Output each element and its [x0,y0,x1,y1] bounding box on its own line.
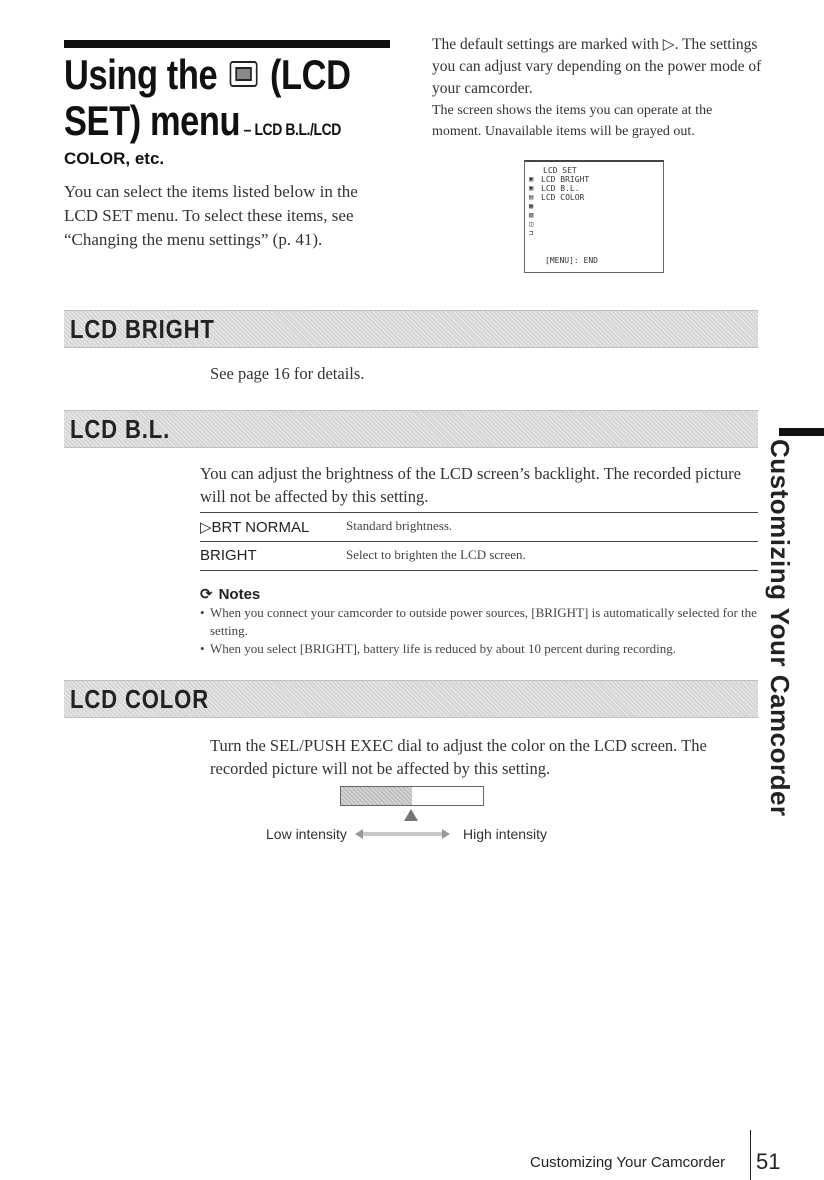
setting-desc: Standard brightness. [346,518,453,533]
lcd-bright-text: See page 16 for details. [210,364,365,383]
side-tab-marker [779,428,824,436]
scale-high-label: High intensity [463,826,548,842]
camera-icon: ▣ [529,184,534,192]
page-number: 51 [756,1149,781,1174]
lcd-set-icon [230,61,258,87]
intensity-scale-bar [340,786,484,806]
tool-icon: ⊐ [529,229,534,237]
defaults-note-small: The screen shows the items you can operate at the moment. Unavailable items will be grayed out. [432,103,713,139]
setting-name: BRIGHT [200,547,257,564]
menu-item-lcd-color: LCD COLOR [541,193,585,202]
section-heading-lcd-bl: LCD B.L. [70,414,171,444]
menu-screen-title: LCD SET [543,166,577,175]
camera-icon: ▣ [529,175,534,183]
section-heading-lcd-color: LCD COLOR [70,684,210,714]
table-row [200,541,758,571]
tape-icon: ▦ [529,202,534,210]
menu-item-lcd-bl: LCD B.L. [541,184,580,193]
settings-table [200,512,758,571]
notes-icon: ⟳ [200,586,213,603]
title-line-1-prefix: Using the [64,51,218,98]
menu-item-lcd-bright: LCD BRIGHT [541,175,590,184]
section-bar-lcd-bl [64,410,758,448]
menu-screen-footer: [MENU]: END [545,256,598,265]
scale-low-label: Low intensity [266,826,347,842]
notes-title-text: Notes [218,586,261,603]
menu-screen [524,160,664,273]
section-bar-lcd-color [64,680,758,718]
lcd-icon: ▤ [529,193,534,201]
notes-list [200,604,760,658]
section-bar-lcd-bright [64,310,758,348]
defaults-note-lead: The default settings are marked with ▷. The settings you can adjust vary depending on the power mode of your camcorder. [432,36,762,97]
intro-text: You can select the items listed below in the LCD SET menu. To select these items, see “Changing the menu settings” (p. 41). [64,182,358,249]
scale-pointer-icon [404,809,418,821]
lcd-color-text: Turn the SEL/PUSH EXEC dial to adjust the color on the LCD screen. The recorded picture will not be affected by this setting. [210,736,707,778]
footer-section-title: Customizing Your Camcorder [530,1154,726,1171]
double-arrow-icon [355,829,450,839]
clock-icon: ◫ [529,220,534,228]
footer-divider [750,1130,751,1180]
title-rule [64,40,390,48]
page-title [64,52,404,169]
title-line-1 [64,51,351,98]
list-item: • When you connect your camcorder to outside power sources, [BRIGHT] is automatically selected for the setting. [200,604,760,640]
title-line-2 [64,98,343,153]
setting-desc: Select to brighten the LCD screen. [346,547,526,562]
title-line-2-main: SET) menu [64,97,241,144]
title-line-2-sub: – LCD B.L./LCD [240,120,341,139]
title-line-1-suffix: (LCD [269,51,351,98]
defaults-note [432,34,762,142]
list-item: • When you select [BRIGHT], battery life is reduced by about 10 percent during recording. [200,640,760,658]
lcd-bl-text: You can adjust the brightness of the LCD screen’s backlight. The recorded picture will not be affected by this setting. [200,464,742,506]
notes-title [200,585,260,603]
title-line-3: COLOR, etc. [64,149,165,168]
table-row [200,512,758,541]
setup-icon: ▧ [529,211,534,219]
side-tab-label: Customizing Your Camcorder [765,439,795,817]
section-heading-lcd-bright: LCD BRIGHT [70,314,215,344]
setting-name: ▷BRT NORMAL [200,519,310,536]
menu-icons [529,175,539,238]
intensity-scale-fill [341,787,412,805]
